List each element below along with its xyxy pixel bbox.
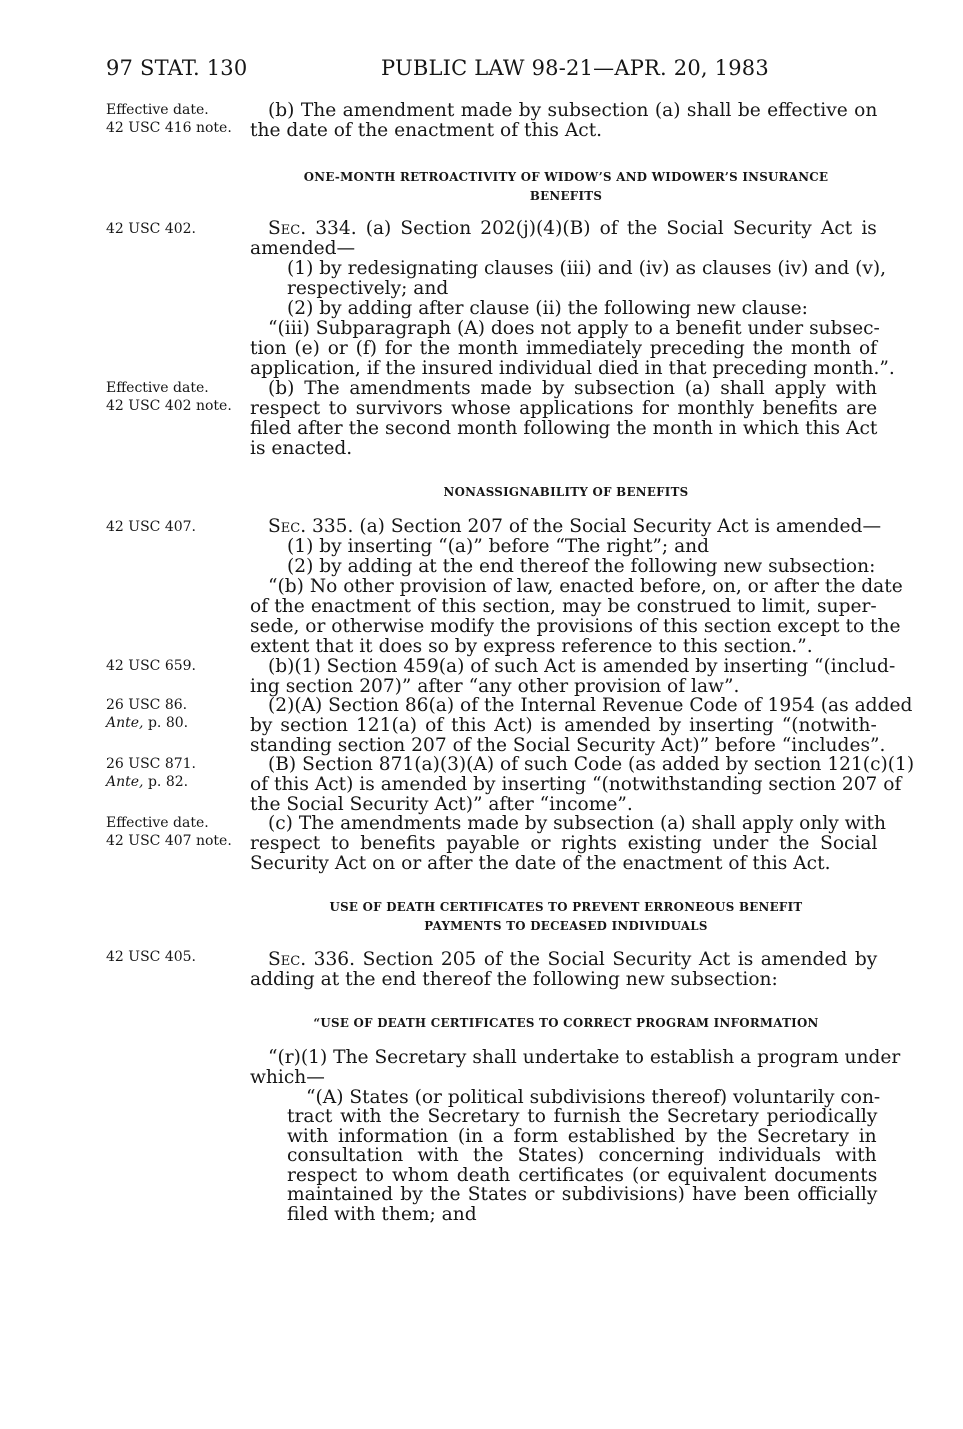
- text-line: extent that it does so by express reference to this section.”.: [250, 636, 813, 657]
- text-line: maintained by the States or subdivisions) have been officially: [287, 1184, 878, 1205]
- margin-note-ante-reference: [106, 773, 196, 791]
- text-line: (b) The amendments made by subsection (a) shall apply with: [268, 378, 877, 399]
- margin-note-effective-date: Effective date.: [106, 380, 209, 396]
- margin-note-effective-date: Effective date.: [106, 102, 209, 118]
- section-335-line: [268, 517, 881, 537]
- text-line: is enacted.: [250, 438, 353, 459]
- text-span: . 336. Section 205 of the Social Security Act is amended by: [300, 949, 878, 970]
- text-line: of this Act) is amended by inserting “(notwithstanding section 207 of: [250, 774, 902, 795]
- ante-page: p. 80.: [143, 715, 189, 731]
- margin-note-citation: 26 USC 86.: [106, 697, 188, 713]
- text-line: (2)(A) Section 86(a) of the Internal Revenue Code of 1954 (as added: [268, 695, 913, 716]
- section-heading: [256, 898, 876, 936]
- text-line: “(r)(1) The Secretary shall undertake to establish a program under: [268, 1047, 901, 1068]
- margin-note: [106, 379, 232, 415]
- margin-note-citation: 26 USC 871.: [106, 756, 196, 772]
- section-abbrev: Sec: [268, 516, 301, 537]
- margin-note-citation: 42 USC 402.: [106, 221, 196, 237]
- margin-note-citation: 42 USC 407.: [106, 519, 196, 535]
- text-line: “(A) States (or political subdivisions thereof) voluntarily con-: [306, 1087, 881, 1108]
- margin-note-citation: 42 USC 402 note.: [106, 398, 232, 414]
- text-line: application, if the insured individual died in that preceding month.”.: [250, 358, 895, 379]
- section-abbrev: Sec: [268, 218, 301, 239]
- text-line: tion (e) or (f) for the month immediately preceding the month of: [250, 338, 878, 359]
- text-line: “(b) No other provision of law, enacted before, on, or after the date: [268, 576, 903, 597]
- text-line: consultation with the States) concerning individuals with: [287, 1145, 877, 1166]
- heading-line: ONE-MONTH RETROACTIVITY OF WIDOW’S AND WIDOWER’S INSURANCE: [303, 170, 829, 184]
- text-span: . 334. (a) Section 202(j)(4)(B) of the Social Security Act is: [300, 218, 877, 239]
- text-line: with information (in a form established by the Secretary in: [287, 1126, 877, 1147]
- margin-note: [106, 814, 232, 850]
- text-line: (2) by adding at the end thereof the following new subsection:: [287, 556, 876, 577]
- text-line: “(iii) Subparagraph (A) does not apply to a benefit under subsec-: [268, 318, 880, 339]
- section-heading: NONASSIGNABILITY OF BENEFITS: [443, 485, 689, 499]
- ante-word: Ante,: [106, 715, 144, 731]
- text-line: of the enactment of this section, may be construed to limit, super-: [250, 596, 877, 617]
- text-line: by section 121(a) of this Act) is amended by inserting “(notwith-: [250, 715, 877, 736]
- text-line: sede, or otherwise modify the provisions of this section except to the: [250, 616, 901, 637]
- text-line: (b) The amendment made by subsection (a) shall be effective on: [268, 100, 878, 121]
- subsection-heading: “USE OF DEATH CERTIFICATES TO CORRECT PROGRAM INFORMATION: [313, 1016, 819, 1030]
- text-line: respectively; and: [287, 278, 449, 299]
- margin-note: [106, 101, 232, 137]
- text-line: the date of the enactment of this Act.: [250, 120, 603, 141]
- margin-note: [106, 755, 196, 791]
- text-line: standing section 207 of the Social Security Act)” before “includes”.: [250, 735, 886, 756]
- text-line: Security Act on or after the date of the enactment of this Act.: [250, 853, 831, 874]
- text-line: (1) by redesignating clauses (iii) and (iv) as clauses (iv) and (v),: [287, 258, 887, 279]
- text-line: respect to benefits payable or rights existing under the Social: [250, 833, 878, 854]
- section-abbrev: Sec: [268, 949, 301, 970]
- text-line: respect to whom death certificates (or equivalent documents: [287, 1165, 878, 1186]
- margin-note-ante-reference: [106, 714, 188, 732]
- text-span: . 335. (a) Section 207 of the Social Security Act is amended—: [300, 516, 882, 537]
- text-line: respect to survivors whose applications for monthly benefits are: [250, 398, 878, 419]
- heading-line: PAYMENTS TO DECEASED INDIVIDUALS: [424, 919, 708, 933]
- margin-note-effective-date: Effective date.: [106, 815, 209, 831]
- text-line: (1) by inserting “(a)” before “The right”; and: [287, 536, 710, 557]
- heading-line: USE OF DEATH CERTIFICATES TO PREVENT ERRONEOUS BENEFIT: [329, 900, 803, 914]
- page-header-title: PUBLIC LAW 98-21—APR. 20, 1983: [381, 56, 769, 80]
- text-line: filed with them; and: [287, 1204, 477, 1225]
- ante-word: Ante,: [106, 774, 144, 790]
- text-line: (c) The amendments made by subsection (a) shall apply only with: [268, 813, 886, 834]
- heading-line: BENEFITS: [529, 189, 603, 203]
- margin-note-citation: 42 USC 416 note.: [106, 120, 232, 136]
- section-334-line: [268, 219, 877, 239]
- section-336-line: [268, 950, 877, 970]
- margin-note-citation: 42 USC 407 note.: [106, 833, 232, 849]
- text-line: ing section 207)” after “any other provision of law”.: [250, 676, 740, 697]
- text-line: (B) Section 871(a)(3)(A) of such Code (as added by section 121(c)(1): [268, 754, 915, 775]
- text-line: the Social Security Act)” after “income”.: [250, 794, 633, 815]
- text-line: (b)(1) Section 459(a) of such Act is amended by inserting “(includ-: [268, 656, 896, 677]
- margin-note-citation: 42 USC 659.: [106, 658, 196, 674]
- text-line: adding at the end thereof the following new subsection:: [250, 969, 778, 990]
- ante-page: p. 82.: [143, 774, 189, 790]
- margin-note-citation: 42 USC 405.: [106, 949, 196, 965]
- text-line: filed after the second month following the month in which this Act: [250, 418, 878, 439]
- text-line: (2) by adding after clause (ii) the following new clause:: [287, 298, 808, 319]
- page-stat-reference: 97 STAT. 130: [106, 56, 248, 80]
- text-line: amended—: [250, 238, 356, 259]
- text-line: which—: [250, 1067, 325, 1088]
- text-line: tract with the Secretary to furnish the Secretary periodically: [287, 1106, 878, 1127]
- margin-note: [106, 696, 188, 732]
- section-heading: [256, 168, 876, 206]
